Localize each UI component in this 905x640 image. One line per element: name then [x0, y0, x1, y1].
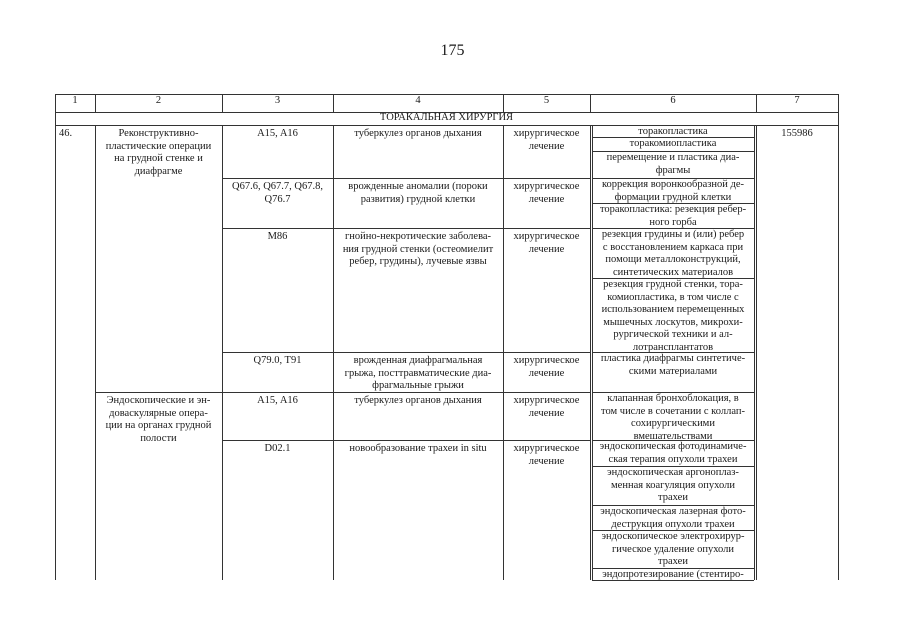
table-rule [754, 125, 755, 178]
column-header-5: 5 [543, 95, 550, 106]
column-header-1: 1 [72, 95, 78, 106]
table-rule [592, 440, 593, 580]
table-rule [222, 440, 590, 441]
treatment-type: хирургическое лечение [513, 355, 580, 379]
condition-description: новообразование трахеи in situ [349, 443, 487, 454]
table-rule [590, 125, 591, 580]
diagnosis-codes: Q79.0, T91 [253, 355, 302, 366]
diagnosis-codes: M86 [267, 231, 288, 242]
table-rule [222, 178, 590, 179]
column-header-3: 3 [274, 95, 281, 106]
condition-description: врожденные аномалии (пороки развития) грудной клетки [348, 181, 488, 205]
treatment-type: хирургическое лечение [513, 443, 580, 467]
column-header-7: 7 [794, 95, 800, 106]
table-rule [592, 125, 593, 178]
treatment-method: торакомиопластика [629, 138, 717, 149]
table-rule [55, 94, 56, 580]
treatment-method: эндоскопическое электрохирур- гическое удаление опухоли трахеи [601, 531, 745, 567]
table-rule [838, 94, 839, 580]
table-rule [756, 125, 757, 580]
treatment-method: перемещение и пластика диа- фрагмы [606, 152, 740, 176]
row-number: 46. [59, 128, 73, 139]
treatment-method: эндоскопическая фотодинамиче- ская терапия опухоли трахеи [599, 441, 747, 465]
treatment-method: резекция грудины и (или) ребер с восстановлением каркаса при помощи металлоконструкций, синтетических материалов [601, 229, 745, 278]
table-rule [222, 352, 590, 353]
group-name: Реконструктивно- пластические операции на грудной стенке и диафрагме [105, 128, 212, 177]
treatment-method: резекция грудной стенки, тора- комиопластика, в том числе с использованием перемещенных мышечных лоскутов, микрохи- рургической техники и ал- лотрансплантатов [601, 279, 745, 353]
column-header-6: 6 [670, 95, 676, 106]
table-rule [592, 392, 593, 440]
section-title: ТОРАКАЛЬНАЯ ХИРУРГИЯ [379, 112, 514, 123]
diagnosis-codes: D02.1 [264, 443, 291, 454]
table-rule [95, 125, 96, 580]
table-rule [754, 440, 755, 580]
table-rule [222, 228, 590, 229]
treatment-method: эндоскопическая аргоноплаз- менная коагуляция опухоли трахеи [607, 467, 739, 503]
treatment-type: хирургическое лечение [513, 395, 580, 419]
condition-description: туберкулез органов дыхания [354, 395, 482, 406]
diagnosis-codes: Q67.6, Q67.7, Q67.8, Q76.7 [232, 181, 323, 205]
condition-description: туберкулез органов дыхания [354, 128, 482, 139]
table-rule [754, 228, 755, 352]
diagnosis-codes: A15, A16 [257, 395, 298, 406]
treatment-method: коррекция воронкообразной де- формации грудной клетки [601, 179, 745, 203]
column-header-4: 4 [415, 95, 421, 106]
treatment-method: пластика диафрагмы синтетиче- скими материалами [600, 353, 746, 377]
rate-value: 155986 [781, 128, 813, 139]
treatment-method: клапанная бронхоблокация, в том числе в сочетании с коллап- сохирургическими вмешательствами [601, 393, 745, 442]
treatment-method: торакопластика [638, 126, 708, 137]
treatment-type: хирургическое лечение [513, 231, 580, 255]
treatment-method: эндопротезирование (стентиро- [602, 569, 744, 580]
column-header-2: 2 [155, 95, 162, 106]
table-rule [754, 352, 755, 392]
treatment-type: хирургическое лечение [513, 181, 580, 205]
condition-description: гнойно-некротические заболева- ния грудной стенки (остеомиелит ребер, грудины), лучевые язвы [342, 231, 494, 267]
diagnosis-codes: A15, A16 [257, 128, 298, 139]
table-rule [592, 228, 593, 352]
treatment-type: хирургическое лечение [513, 128, 580, 152]
table-rule [592, 178, 593, 228]
page-number: 175 [440, 42, 465, 59]
table-rule [754, 178, 755, 228]
table-rule [754, 392, 755, 440]
treatment-method: эндоскопическая лазерная фото- деструкция опухоли трахеи [600, 506, 746, 530]
table-rule [592, 352, 593, 392]
condition-description: врожденная диафрагмальная грыжа, посттравматические диа- фрагмальные грыжи [344, 355, 492, 391]
treatment-method: торакопластика: резекция ребер- ного горба [599, 204, 747, 228]
group-name: Эндоскопические и эн- доваскулярные опера- ции на органах грудной полости [105, 395, 212, 444]
